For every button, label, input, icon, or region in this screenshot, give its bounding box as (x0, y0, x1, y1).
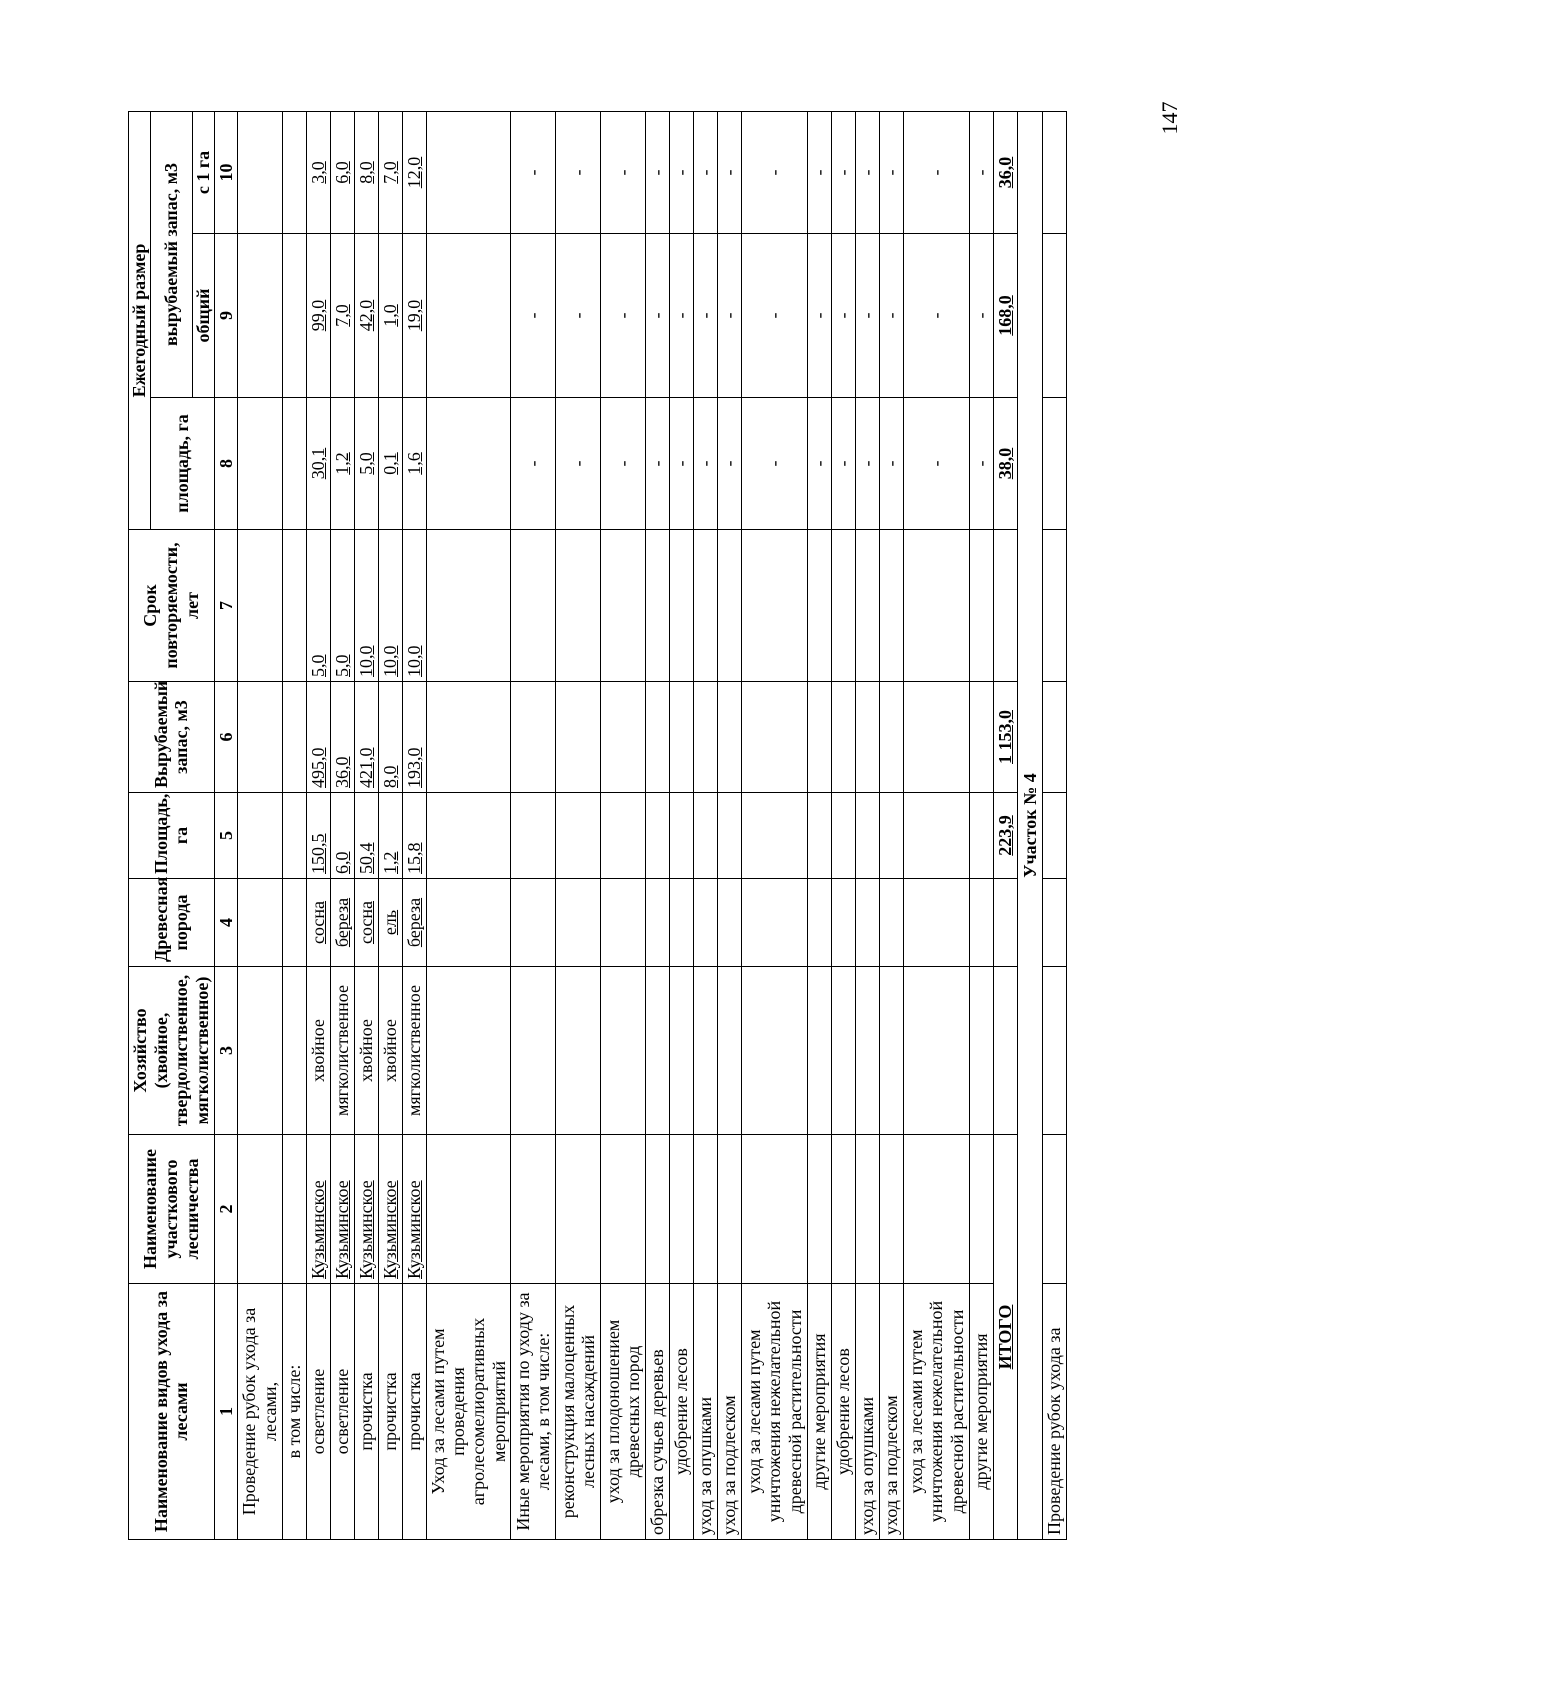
table-cell (601, 967, 646, 1135)
table-cell: - (718, 234, 742, 398)
table-cell (880, 879, 904, 967)
table-cell: Кузьминское (354, 1135, 378, 1284)
table-cell (426, 530, 510, 682)
table-cell (880, 1135, 904, 1284)
header-species: Древесная порода (129, 879, 215, 967)
table-cell (904, 879, 970, 967)
table-cell (646, 530, 670, 682)
table-cell (970, 967, 994, 1135)
table-row (970, 111, 994, 1539)
table-cell (832, 530, 856, 682)
table-cell (694, 793, 718, 879)
table-cell: 50,4 (354, 793, 378, 879)
table-cell (237, 967, 282, 1135)
table-cell: ель (378, 879, 402, 967)
table-cell: 36,0 (330, 682, 354, 793)
table-cell: уход за лесами путем уничтожения нежелательной древесной растительности (742, 1284, 808, 1540)
table-cell (832, 879, 856, 967)
table-cell: 1,2 (330, 398, 354, 530)
table-cell (808, 530, 832, 682)
header-per-ha: с 1 га (193, 111, 215, 233)
table-cell: 7,0 (330, 234, 354, 398)
table-cell (282, 530, 306, 682)
table-cell: береза (330, 879, 354, 967)
table-cell (904, 793, 970, 879)
table-cell (601, 1135, 646, 1284)
table-cell (880, 682, 904, 793)
table-cell: 8,0 (378, 682, 402, 793)
column-number: 4 (214, 879, 237, 967)
table-cell: прочистка (378, 1284, 402, 1540)
table-cell (601, 530, 646, 682)
table-cell (856, 879, 880, 967)
table-cell (694, 1135, 718, 1284)
table-cell (1043, 111, 1067, 233)
table-cell (646, 793, 670, 879)
table-row (742, 111, 808, 1539)
table-cell (694, 967, 718, 1135)
table-cell (556, 530, 601, 682)
table-cell (426, 879, 510, 967)
table-row (880, 111, 904, 1539)
table-cell (237, 398, 282, 530)
table-cell (1043, 530, 1067, 682)
table-cell (511, 793, 556, 879)
table-cell (856, 682, 880, 793)
table-cell: - (856, 234, 880, 398)
table-cell: хвойное (354, 967, 378, 1135)
table-cell: - (970, 234, 994, 398)
table-cell: 193,0 (402, 682, 426, 793)
table-cell (556, 682, 601, 793)
table-cell (556, 1135, 601, 1284)
table-cell: 3,0 (306, 111, 330, 233)
table-cell: Проведение рубок ухода за (1043, 1284, 1067, 1540)
table-cell (1043, 398, 1067, 530)
table-cell: 495,0 (306, 682, 330, 793)
table-cell: уход за подлеском (880, 1284, 904, 1540)
header-period: Срок повторяемости, лет (129, 530, 215, 682)
table-cell (670, 530, 694, 682)
table-cell (1043, 793, 1067, 879)
table-cell: - (970, 111, 994, 233)
table-cell (742, 967, 808, 1135)
table-cell (694, 530, 718, 682)
table-cell: 1,2 (378, 793, 402, 879)
table-cell: уход за опушками (694, 1284, 718, 1540)
column-number: 5 (214, 793, 237, 879)
table-cell: Кузьминское (330, 1135, 354, 1284)
table-cell: 42,0 (354, 234, 378, 398)
table-cell (511, 879, 556, 967)
table-cell: - (742, 398, 808, 530)
table-cell: другие мероприятия (970, 1284, 994, 1540)
table-row (832, 111, 856, 1539)
table-cell (426, 793, 510, 879)
table-cell: 421,0 (354, 682, 378, 793)
column-number: 2 (214, 1135, 237, 1284)
table-cell (282, 398, 306, 530)
table-cell: - (646, 398, 670, 530)
table-cell (856, 793, 880, 879)
table-cell (1043, 234, 1067, 398)
table-cell (904, 1135, 970, 1284)
table-cell: Кузьминское (402, 1135, 426, 1284)
table-cell (880, 530, 904, 682)
table-cell (742, 682, 808, 793)
table-cell: - (856, 398, 880, 530)
table-cell (237, 879, 282, 967)
table-cell (718, 530, 742, 682)
table-cell (742, 530, 808, 682)
header-annual-area: площадь, га (150, 398, 214, 530)
table-cell: - (808, 234, 832, 398)
table-cell (718, 879, 742, 967)
header-total: общий (193, 234, 215, 398)
table-cell (718, 682, 742, 793)
table-cell (994, 879, 1018, 967)
table-cell (556, 967, 601, 1135)
table-cell (426, 398, 510, 530)
table-row (601, 111, 646, 1539)
table-row (306, 111, 330, 1539)
column-number: 3 (214, 967, 237, 1135)
total-volume: 1 153,0 (994, 682, 1018, 793)
table-cell (282, 1135, 306, 1284)
table-cell: хвойное (306, 967, 330, 1135)
table-cell (670, 967, 694, 1135)
table-cell: 10,0 (402, 530, 426, 682)
table-cell: - (646, 111, 670, 233)
table-cell (601, 879, 646, 967)
table-cell: - (742, 111, 808, 233)
header-forestry: Наименование участкового лесничества (129, 1135, 215, 1284)
table-cell (856, 967, 880, 1135)
table-cell: - (601, 398, 646, 530)
table-cell: - (670, 398, 694, 530)
table-cell (742, 793, 808, 879)
column-number: 9 (214, 234, 237, 398)
table-cell (904, 530, 970, 682)
table-cell (970, 793, 994, 879)
total-annual-area: 38,0 (994, 398, 1018, 530)
table-cell (237, 111, 282, 233)
table-cell (742, 1135, 808, 1284)
table-cell: 1,0 (378, 234, 402, 398)
table-cell: - (511, 398, 556, 530)
table-cell: 8,0 (354, 111, 378, 233)
column-number: 1 (214, 1284, 237, 1540)
table-cell (237, 234, 282, 398)
table-cell: Уход за лесами путем проведения агролесомелиоративных мероприятий (426, 1284, 510, 1540)
table-cell: 5,0 (306, 530, 330, 682)
table-cell (426, 234, 510, 398)
table-cell: - (904, 111, 970, 233)
table-row (330, 111, 354, 1539)
table-cell (970, 530, 994, 682)
table-cell (556, 879, 601, 967)
table-cell (832, 967, 856, 1135)
column-number: 10 (214, 111, 237, 233)
table-cell (994, 967, 1018, 1135)
table-cell: 0,1 (378, 398, 402, 530)
table-cell: удобрение лесов (832, 1284, 856, 1540)
table-cell (646, 1135, 670, 1284)
table-cell (856, 1135, 880, 1284)
table-cell (1043, 682, 1067, 793)
forest-care-table (128, 111, 1067, 1540)
table-cell (742, 879, 808, 967)
table-cell (1043, 879, 1067, 967)
total-label: ИТОГО (994, 1135, 1018, 1540)
table-cell (511, 682, 556, 793)
table-cell (237, 1135, 282, 1284)
table-cell: Проведение рубок ухода за лесами, (237, 1284, 282, 1540)
total-row (994, 111, 1018, 1539)
table-cell (282, 682, 306, 793)
table-cell (237, 793, 282, 879)
table-cell: 7,0 (378, 111, 402, 233)
table-cell (601, 793, 646, 879)
table-row (646, 111, 670, 1539)
table-cell (282, 967, 306, 1135)
table-cell (970, 682, 994, 793)
table-cell (646, 682, 670, 793)
table-cell: прочистка (402, 1284, 426, 1540)
table-cell (694, 682, 718, 793)
table-cell: - (970, 398, 994, 530)
table-cell (808, 682, 832, 793)
table-cell: - (646, 234, 670, 398)
table-cell: Кузьминское (306, 1135, 330, 1284)
table-cell (718, 967, 742, 1135)
header-name: Наименование видов ухода за лесами (129, 1284, 215, 1540)
table-cell (694, 879, 718, 967)
table-cell (601, 682, 646, 793)
table-cell (511, 530, 556, 682)
table-cell: - (808, 111, 832, 233)
table-row (426, 111, 510, 1539)
table-cell (808, 879, 832, 967)
table-cell: - (832, 111, 856, 233)
table-cell (832, 793, 856, 879)
table-cell (282, 879, 306, 967)
table-cell: 6,0 (330, 793, 354, 879)
table-row (670, 111, 694, 1539)
table-cell (670, 793, 694, 879)
table-row (556, 111, 601, 1539)
header-annual-volume: вырубаемый запас, м3 (150, 111, 192, 397)
table-cell (670, 1135, 694, 1284)
table-cell (670, 682, 694, 793)
table-row (904, 111, 970, 1539)
column-number: 7 (214, 530, 237, 682)
table-cell (904, 682, 970, 793)
header-annual: Ежегодный размер (129, 111, 151, 529)
total-area: 223,9 (994, 793, 1018, 879)
table-row (808, 111, 832, 1539)
table-cell: обрезка сучьев деревьев (646, 1284, 670, 1540)
table-cell: - (694, 234, 718, 398)
table-cell (237, 682, 282, 793)
table-cell: 6,0 (330, 111, 354, 233)
table-cell: - (808, 398, 832, 530)
table-cell (808, 1135, 832, 1284)
table-cell: 12,0 (402, 111, 426, 233)
table-cell (832, 1135, 856, 1284)
table-row (282, 111, 306, 1539)
table-cell: - (511, 111, 556, 233)
table-cell: - (742, 234, 808, 398)
table-cell: сосна (354, 879, 378, 967)
table-cell (646, 967, 670, 1135)
table-cell: другие мероприятия (808, 1284, 832, 1540)
table-cell: прочистка (354, 1284, 378, 1540)
table-cell (511, 1135, 556, 1284)
table-cell: - (694, 111, 718, 233)
table-cell: 99,0 (306, 234, 330, 398)
table-cell: удобрение лесов (670, 1284, 694, 1540)
table-cell (994, 530, 1018, 682)
table-cell: хвойное (378, 967, 402, 1135)
table-cell: 15,8 (402, 793, 426, 879)
table-cell (718, 793, 742, 879)
table-cell (832, 682, 856, 793)
table-cell: Кузьминское (378, 1135, 402, 1284)
table-cell: - (601, 234, 646, 398)
table-cell (282, 111, 306, 233)
table-cell: - (904, 398, 970, 530)
table-cell: мягколиственное (402, 967, 426, 1135)
table-cell: - (856, 111, 880, 233)
table-cell: реконструкция малоценных лесных насаждений (556, 1284, 601, 1540)
rotated-table-area (128, 112, 1556, 1535)
table-cell (646, 879, 670, 967)
table-row (511, 111, 556, 1539)
table-cell (426, 111, 510, 233)
table-cell: - (880, 398, 904, 530)
table-cell (880, 793, 904, 879)
table-cell (904, 967, 970, 1135)
section-row (1018, 111, 1043, 1539)
table-cell (1043, 1135, 1067, 1284)
table-cell: осветление (330, 1284, 354, 1540)
total-annual-volume: 168,0 (994, 234, 1018, 398)
column-numbers-row (214, 111, 237, 1539)
table-cell: 5,0 (354, 398, 378, 530)
table-cell (718, 1135, 742, 1284)
table-cell (426, 682, 510, 793)
table-row (354, 111, 378, 1539)
table-row (1043, 111, 1067, 1539)
table-cell: - (832, 398, 856, 530)
total-per-ha: 36,0 (994, 111, 1018, 233)
column-number: 6 (214, 682, 237, 793)
table-cell: береза (402, 879, 426, 967)
header-area: Площадь, га (129, 793, 215, 879)
table-cell: 5,0 (330, 530, 354, 682)
table-cell (808, 967, 832, 1135)
table-cell: - (880, 234, 904, 398)
table-row (378, 111, 402, 1539)
table-cell: - (718, 398, 742, 530)
table-cell: - (670, 234, 694, 398)
table-cell: Иные мероприятия по уходу за лесами, в том числе: (511, 1284, 556, 1540)
table-cell: 1,6 (402, 398, 426, 530)
table-cell: - (832, 234, 856, 398)
table-row (237, 111, 282, 1539)
table-cell: - (670, 111, 694, 233)
table-row (694, 111, 718, 1539)
header-economy: Хозяйство (хвойное, твердолиственное, мягколиственное) (129, 967, 215, 1135)
table-cell (970, 879, 994, 967)
table-cell: уход за плодоношением древесных пород (601, 1284, 646, 1540)
table-cell: 10,0 (354, 530, 378, 682)
table-row (718, 111, 742, 1539)
table-cell: 30,1 (306, 398, 330, 530)
table-cell: - (556, 398, 601, 530)
table-cell: уход за лесами путем уничтожения нежелательной древесной растительности (904, 1284, 970, 1540)
table-cell: - (601, 111, 646, 233)
table-cell (237, 530, 282, 682)
table-cell: - (718, 111, 742, 233)
section-title: Участок № 4 (1018, 111, 1043, 1539)
table-cell: мягколиственное (330, 967, 354, 1135)
table-cell: - (556, 111, 601, 233)
table-cell (282, 234, 306, 398)
table-cell (670, 879, 694, 967)
table-cell: - (511, 234, 556, 398)
table-cell: 10,0 (378, 530, 402, 682)
table-row (856, 111, 880, 1539)
page-number: 147 (1157, 101, 1182, 135)
table-cell: уход за опушками (856, 1284, 880, 1540)
table-cell: - (556, 234, 601, 398)
table-cell (426, 1135, 510, 1284)
table-cell (880, 967, 904, 1135)
table-cell: уход за подлеском (718, 1284, 742, 1540)
table-cell (282, 793, 306, 879)
column-number: 8 (214, 398, 237, 530)
table-cell: - (904, 234, 970, 398)
table-cell: в том числе: (282, 1284, 306, 1540)
table-cell (808, 793, 832, 879)
table-cell: 19,0 (402, 234, 426, 398)
table-cell (511, 967, 556, 1135)
table-cell (556, 793, 601, 879)
table-cell (970, 1135, 994, 1284)
table-cell (426, 967, 510, 1135)
table-cell: 150,5 (306, 793, 330, 879)
table-cell: - (694, 398, 718, 530)
table-cell: сосна (306, 879, 330, 967)
table-cell: осветление (306, 1284, 330, 1540)
table-cell (1043, 967, 1067, 1135)
table-cell (856, 530, 880, 682)
table-cell: - (880, 111, 904, 233)
table-row (402, 111, 426, 1539)
header-volume: Вырубаемый запас, м3 (129, 682, 215, 793)
